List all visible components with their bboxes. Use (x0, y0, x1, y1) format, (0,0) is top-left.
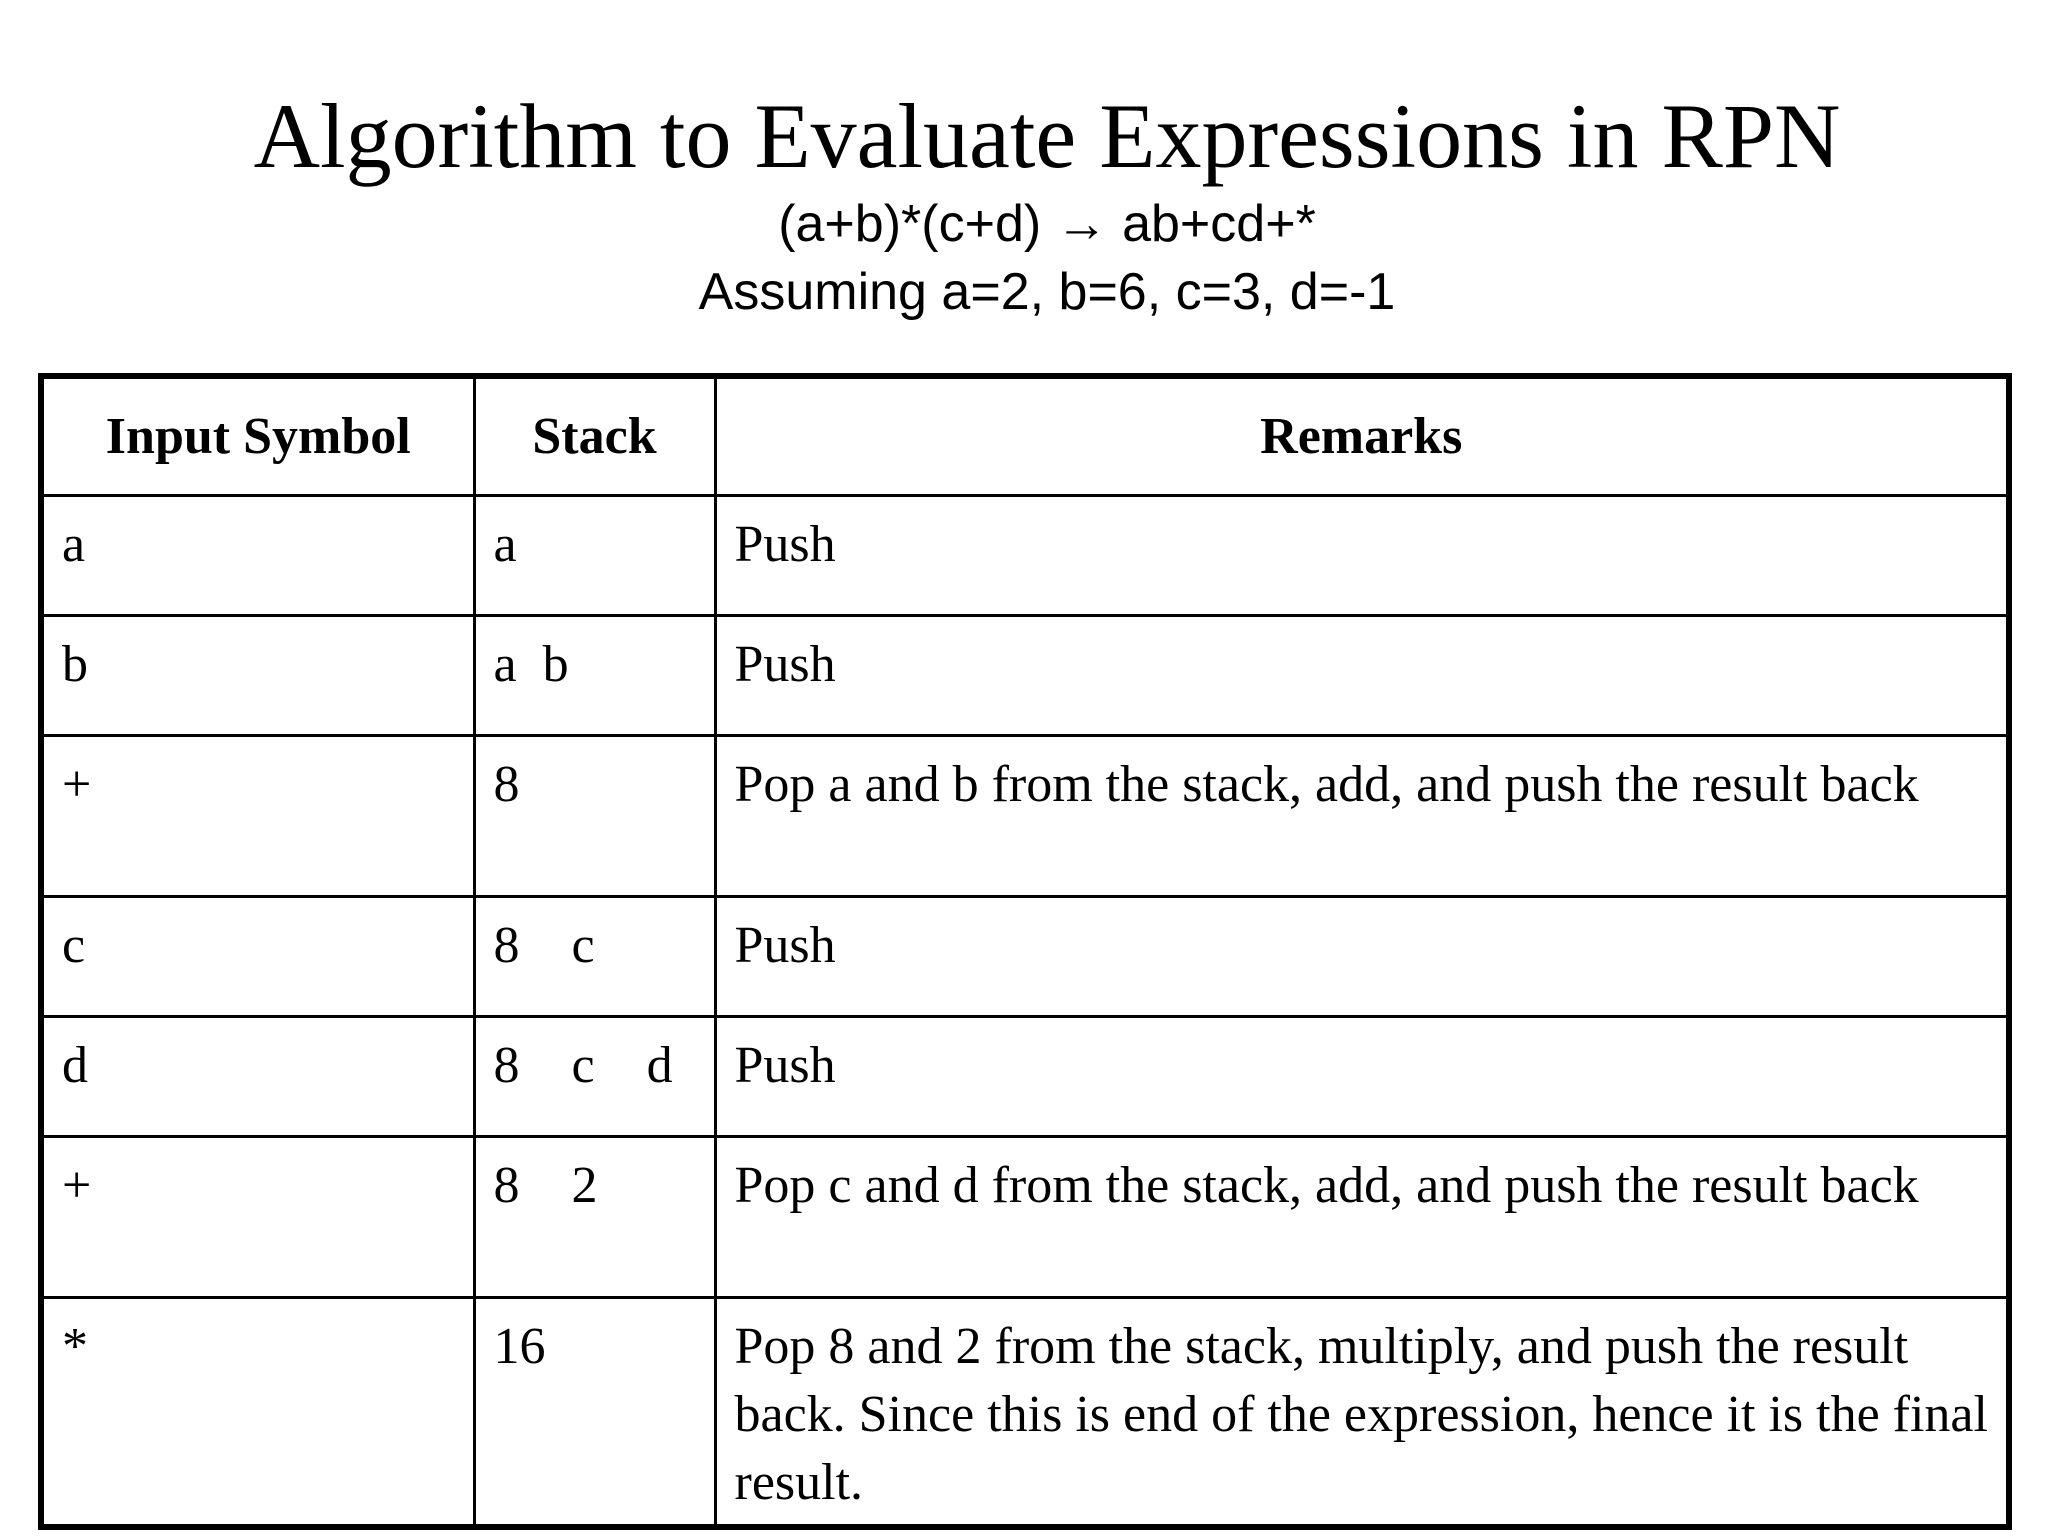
cell-input-symbol: b (41, 616, 474, 736)
cell-input-symbol: d (41, 1017, 474, 1137)
cell-stack: 8 c (474, 897, 715, 1017)
cell-remarks: Push (715, 616, 2009, 736)
cell-remarks: Push (715, 496, 2009, 616)
rpn-evaluation-table (38, 373, 2012, 1530)
cell-remarks: Pop a and b from the stack, add, and push the result back (715, 736, 2009, 897)
cell-stack: 8 (474, 736, 715, 897)
cell-input-symbol: c (41, 897, 474, 1017)
table-row (41, 1017, 2009, 1137)
slide-title: Algorithm to Evaluate Expressions in RPN (253, 85, 1841, 187)
table-row (41, 496, 2009, 616)
table-row (41, 616, 2009, 736)
header-remarks: Remarks (715, 376, 2009, 496)
expression-subtitle: (a+b)*(c+d) → ab+cd+* (778, 195, 1316, 253)
cell-stack: 16 (474, 1298, 715, 1528)
assumption-subtitle: Assuming a=2, b=6, c=3, d=-1 (698, 263, 1396, 321)
header-stack: Stack (474, 376, 715, 496)
cell-input-symbol: + (41, 1137, 474, 1298)
table-row (41, 1298, 2009, 1528)
cell-remarks: Pop c and d from the stack, add, and push the result back (715, 1137, 2009, 1298)
header-input-symbol: Input Symbol (41, 376, 474, 496)
cell-input-symbol: + (41, 736, 474, 897)
cell-input-symbol: a (41, 496, 474, 616)
table-row (41, 736, 2009, 897)
table-row (41, 1137, 2009, 1298)
cell-stack: 8 c d (474, 1017, 715, 1137)
cell-stack: a (474, 496, 715, 616)
cell-input-symbol: * (41, 1298, 474, 1528)
cell-stack: 8 2 (474, 1137, 715, 1298)
table-row (41, 897, 2009, 1017)
cell-remarks: Push (715, 1017, 2009, 1137)
cell-remarks: Push (715, 897, 2009, 1017)
table-header-row (41, 376, 2009, 496)
cell-stack: a b (474, 616, 715, 736)
cell-remarks: Pop 8 and 2 from the stack, multiply, and push the result back. Since this is end of the expression, hence it is the final result. (715, 1298, 2009, 1528)
